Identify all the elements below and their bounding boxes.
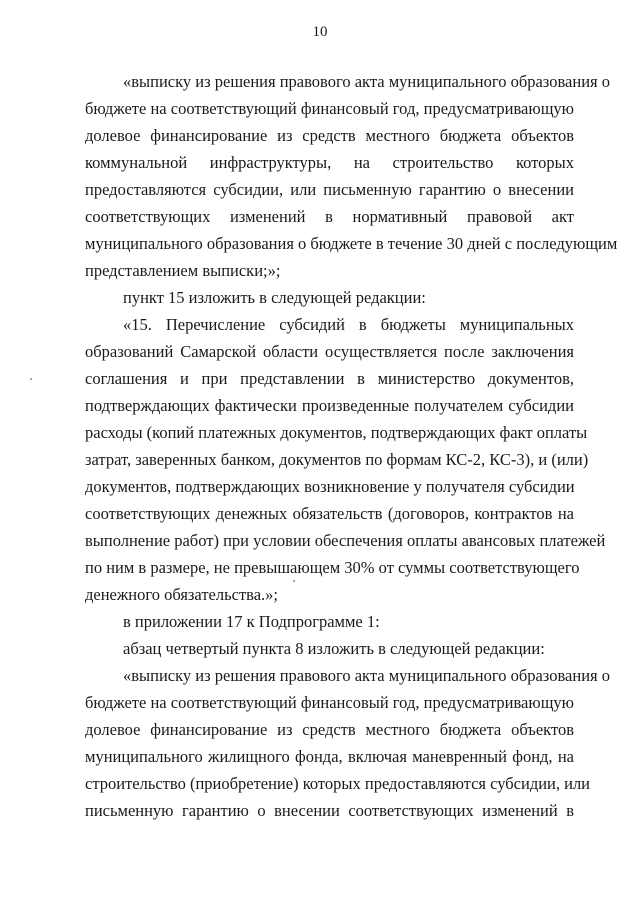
scan-speck — [30, 378, 32, 380]
document-body — [85, 68, 618, 824]
paragraph-2 — [85, 284, 574, 311]
text-line: в приложении 17 к Подпрограмме 1: — [123, 612, 380, 631]
text-line: выполнение работ) при условии обеспечения оплаты авансовых платежей — [85, 531, 606, 550]
text-line: представлением выписки;»; — [85, 261, 281, 280]
text-line: долевое финансирование из средств местного бюджета объектов — [85, 126, 574, 145]
paragraph-4 — [85, 608, 574, 635]
text-line: денежного обязательства.»; — [85, 585, 279, 604]
text-line: расходы (копий платежных документов, подтверждающих факт оплаты — [85, 423, 588, 442]
text-line: коммунальной инфраструктуры, на строительство которых — [85, 153, 574, 172]
text-line: муниципального образования о бюджете в течение 30 дней с последующим — [85, 234, 618, 253]
text-line: по ним в размере, не превышающем 30% от суммы соответствующего — [85, 558, 580, 577]
text-line: подтверждающих фактически произведенные получателем субсидии — [85, 396, 574, 415]
text-line: «выписку из решения правового акта муниципального образования о — [123, 666, 610, 685]
text-line: «выписку из решения правового акта муниципального образования о — [123, 72, 610, 91]
paragraph-1 — [85, 68, 618, 284]
page-number: 10 — [312, 24, 328, 40]
text-line: строительство (приобретение) которых предоставляются субсидии, или — [85, 774, 591, 793]
text-line: абзац четвертый пункта 8 изложить в следующей редакции: — [123, 639, 545, 658]
text-line: бюджете на соответствующий финансовый год, предусматривающую — [85, 693, 574, 712]
text-line: соглашения и при представлении в министерство документов, — [85, 369, 574, 388]
text-line: муниципального жилищного фонда, включая маневренный фонд, на — [85, 747, 574, 766]
scan-speck — [293, 580, 295, 582]
text-line: соответствующих изменений в нормативный правовой акт — [85, 207, 574, 226]
text-line: затрат, заверенных банком, документов по формам КС-2, КС-3), и (или) — [85, 450, 589, 469]
paragraph-5 — [85, 635, 574, 662]
paragraph-3 — [85, 311, 606, 608]
text-line: соответствующих денежных обязательств (договоров, контрактов на — [85, 504, 574, 523]
text-line: документов, подтверждающих возникновение у получателя субсидии — [85, 477, 575, 496]
text-line: письменную гарантию о внесении соответствующих изменений в — [85, 801, 574, 820]
text-line: долевое финансирование из средств местного бюджета объектов — [85, 720, 574, 739]
text-line: образований Самарской области осуществляется после заключения — [85, 342, 574, 361]
text-line: предоставляются субсидии, или письменную гарантию о внесении — [85, 180, 574, 199]
paragraph-6 — [85, 662, 610, 824]
text-line: пункт 15 изложить в следующей редакции: — [123, 288, 426, 307]
text-line: «15. Перечисление субсидий в бюджеты муниципальных — [123, 315, 574, 334]
text-line: бюджете на соответствующий финансовый год, предусматривающую — [85, 99, 574, 118]
